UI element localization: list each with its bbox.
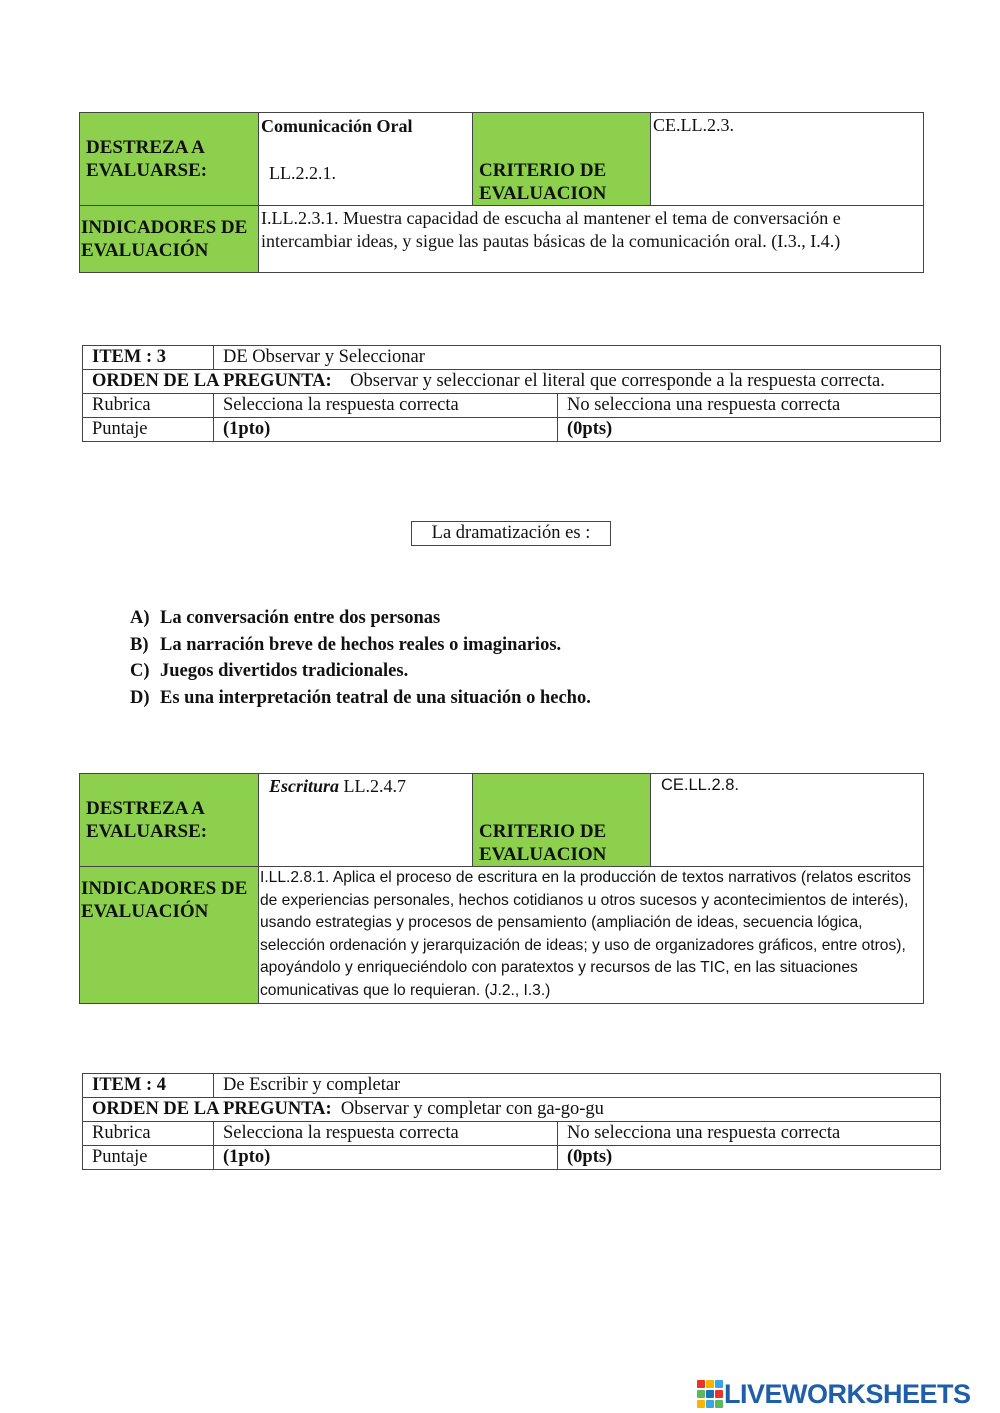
- destreza-cell: [259, 774, 473, 867]
- puntaje-no: (0pts): [558, 418, 941, 442]
- criterio-label: CRITERIO DE EVALUACION: [473, 774, 651, 867]
- destreza-table-1: [79, 112, 924, 273]
- destreza-code: LL.2.4.7: [343, 776, 407, 796]
- puntaje-ok: (1pto): [214, 418, 558, 442]
- destreza-title: Comunicación Oral: [261, 116, 413, 136]
- indicadores-text: I.LL.2.3.1. Muestra capacidad de escucha al mantener el tema de conversación e intercambiar ideas, y sigue las pautas básicas de la comunicación oral. (I.3., I.4.): [259, 206, 924, 273]
- orden-label: ORDEN DE LA PREGUNTA:: [92, 1099, 332, 1119]
- indicadores-label: INDICADORES DE EVALUACIÓN: [80, 206, 259, 273]
- question-prompt: La dramatización es :: [411, 521, 611, 546]
- orden-pregunta: [83, 370, 941, 394]
- item-label: ITEM : 3: [83, 346, 214, 370]
- rubrica-no: No selecciona una respuesta correcta: [558, 394, 941, 418]
- item-type: De Escribir y completar: [214, 1074, 941, 1098]
- rubrica-label: Rubrica: [83, 394, 214, 418]
- criterio-code: CE.LL.2.8.: [651, 774, 924, 867]
- option-c[interactable]: C) Juegos divertidos tradicionales.: [130, 661, 409, 682]
- destreza-cell: [259, 113, 473, 206]
- liveworksheets-watermark: [697, 1378, 971, 1410]
- orden-text: Observar y seleccionar el literal que corresponde a la respuesta correcta.: [350, 371, 885, 391]
- orden-text: Observar y completar con ga-go-gu: [340, 1099, 604, 1119]
- destreza-table-2: [79, 773, 924, 1004]
- puntaje-label: Puntaje: [83, 1146, 214, 1170]
- puntaje-no: (0pts): [558, 1146, 941, 1170]
- option-b[interactable]: B) La narración breve de hechos reales o imaginarios.: [130, 634, 562, 655]
- item-3-table: [82, 345, 941, 442]
- orden-label: ORDEN DE LA PREGUNTA:: [92, 371, 332, 391]
- liveworksheets-logo-icon: [697, 1380, 723, 1408]
- indicadores-label: INDICADORES DE EVALUACIÓN: [80, 867, 259, 1004]
- criterio-code: CE.LL.2.3.: [651, 113, 924, 206]
- rubrica-ok: Selecciona la respuesta correcta: [214, 394, 558, 418]
- rubrica-no: No selecciona una respuesta correcta: [558, 1122, 941, 1146]
- orden-pregunta: [83, 1098, 941, 1122]
- destreza-code: LL.2.2.1.: [269, 163, 336, 183]
- destreza-title: Escritura: [269, 776, 340, 796]
- criterio-label: CRITERIO DE EVALUACION: [473, 113, 651, 206]
- destreza-label: DESTREZA A EVALUARSE:: [80, 113, 259, 206]
- watermark-text: LIVEWORKSHEETS: [724, 1378, 971, 1409]
- destreza-label: DESTREZA A EVALUARSE:: [80, 774, 259, 867]
- item-4-table: [82, 1073, 941, 1170]
- option-d[interactable]: D) Es una interpretación teatral de una situación o hecho.: [130, 688, 591, 709]
- item-type: DE Observar y Seleccionar: [214, 346, 941, 370]
- rubrica-ok: Selecciona la respuesta correcta: [214, 1122, 558, 1146]
- rubrica-label: Rubrica: [83, 1122, 214, 1146]
- puntaje-label: Puntaje: [83, 418, 214, 442]
- puntaje-ok: (1pto): [214, 1146, 558, 1170]
- option-a[interactable]: A) La conversación entre dos personas: [130, 608, 441, 628]
- item-label: ITEM : 4: [83, 1074, 214, 1098]
- answer-options: [130, 605, 830, 712]
- indicadores-text: I.LL.2.8.1. Aplica el proceso de escritura en la producción de textos narrativos (relatos escritos de experiencias personales, hechos cotidianos u otros sucesos y acontecimientos de interés), usando estrategias y procesos de pensamiento (ampliación de ideas, secuencia lógica, selección ordenación y jerarquización de ideas; y uso de organizadores gráficos, entre otros), apoyándolo y enriqueciéndolo con paratextos y recursos de las TIC, en las situaciones comunicativas que lo requieran. (J.2., I.3.): [259, 867, 924, 1004]
